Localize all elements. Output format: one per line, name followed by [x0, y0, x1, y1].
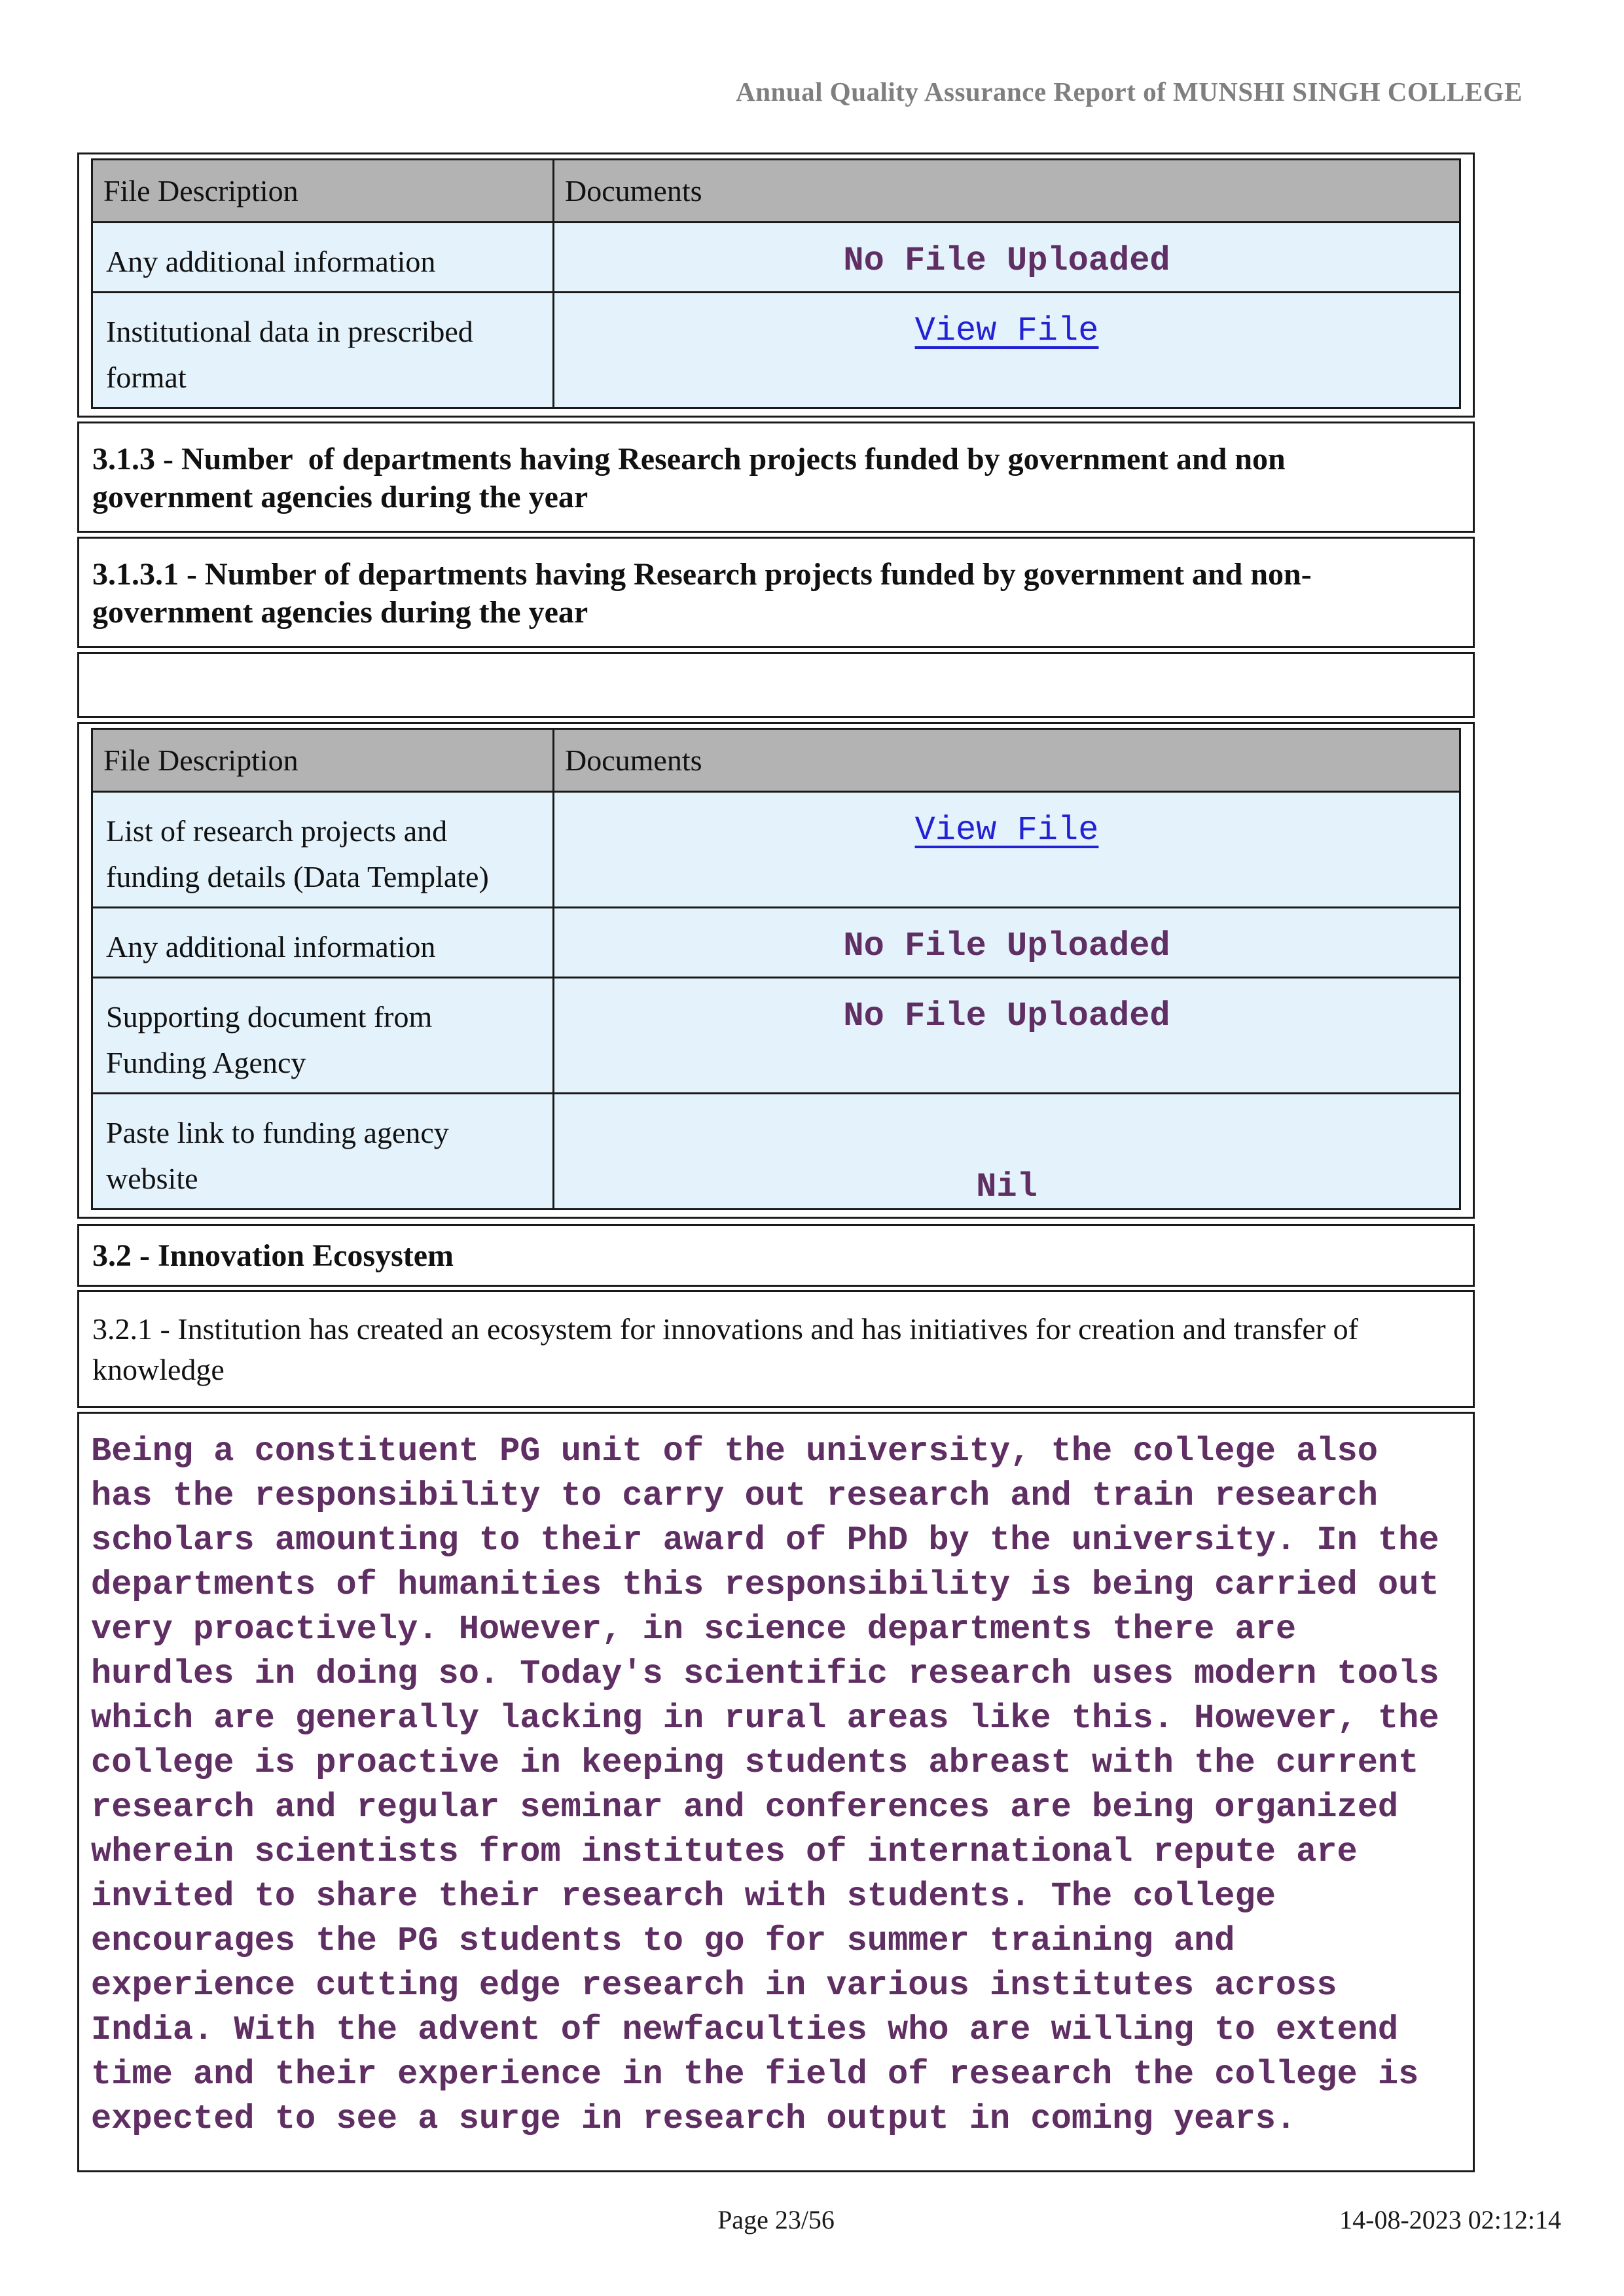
section-3-2-1 — [77, 1290, 1475, 1408]
file-description-cell: Any additional information — [92, 908, 554, 978]
document-cell — [554, 293, 1460, 408]
document-cell — [554, 908, 1460, 978]
section-3-1-3 — [77, 422, 1475, 533]
section-3-2 — [77, 1224, 1475, 1287]
nil-text: Nil — [976, 1168, 1038, 1206]
report-paragraph-line: time and their experience in the field of research the college is — [91, 2055, 1419, 2094]
file-description-cell: Any additional information — [92, 223, 554, 293]
no-file-uploaded-text: No File Uploaded — [843, 927, 1170, 965]
file-description-cell: Paste link to funding agency website — [92, 1094, 554, 1210]
section-heading: 3.2.1 - Institution has created an ecosystem for innovations and has initiatives for creation and transfer of knowledge — [92, 1312, 1366, 1386]
report-paragraph-line: Being a constituent PG unit of the university, the college also — [91, 1432, 1378, 1471]
table-row — [92, 908, 1460, 978]
empty-answer-block — [77, 652, 1475, 718]
report-paragraph-line: scholars amounting to their award of PhD by the university. In the — [91, 1521, 1439, 1560]
report-paragraph-line: encourages the PG students to go for summer training and — [91, 1922, 1235, 1960]
column-header-documents: Documents — [554, 160, 1460, 223]
report-paragraph-block — [77, 1412, 1475, 2172]
no-file-uploaded-text: No File Uploaded — [843, 242, 1170, 280]
report-paragraph-line: expected to see a surge in research output in coming years. — [91, 2100, 1297, 2138]
report-paragraph-line: very proactively. However, in science departments there are — [91, 1610, 1297, 1649]
report-paragraph-line: hurdles in doing so. Today's scientific research uses modern tools — [91, 1655, 1439, 1693]
table-row — [92, 223, 1460, 293]
table-row — [92, 792, 1460, 908]
report-paragraph-line: India. With the advent of newfaculties who are willing to extend — [91, 2011, 1399, 2049]
no-file-uploaded-text: No File Uploaded — [843, 997, 1170, 1035]
document-cell — [554, 978, 1460, 1094]
file-description-table-1 — [91, 158, 1461, 409]
table-row — [92, 978, 1460, 1094]
document-cell — [554, 792, 1460, 908]
table1-block — [77, 152, 1475, 418]
report-paragraph-line: experience cutting edge research in various institutes across — [91, 1966, 1337, 2005]
table2-block — [77, 722, 1475, 1219]
report-paragraph-line: research and regular seminar and conferences are being organized — [91, 1788, 1399, 1827]
footer-page-number: Page 23/56 — [717, 2205, 835, 2234]
view-file-link[interactable]: View File — [914, 811, 1099, 850]
view-file-link[interactable]: View File — [914, 312, 1099, 350]
report-paragraph-line: has the responsibility to carry out research and train research — [91, 1477, 1378, 1515]
section-heading: 3.1.3 - Number of departments having Research projects funded by government and non government agencies during the year — [92, 442, 1293, 514]
section-heading: 3.1.3.1 - Number of departments having Research projects funded by government and non-government agencies during the year — [92, 557, 1312, 630]
document-cell — [554, 223, 1460, 293]
footer-timestamp: 14-08-2023 02:12:14 — [1339, 2205, 1561, 2234]
section-3-1-3-1 — [77, 537, 1475, 648]
column-header-file-description: File Description — [92, 160, 554, 223]
report-paragraph-line: invited to share their research with students. The college — [91, 1877, 1276, 1916]
column-header-file-description: File Description — [92, 729, 554, 792]
file-description-cell: Institutional data in prescribed format — [92, 293, 554, 408]
file-description-cell: Supporting document from Funding Agency — [92, 978, 554, 1094]
report-paragraph-line: departments of humanities this responsibility is being carried out — [91, 1566, 1439, 1604]
table-header-row — [92, 160, 1460, 223]
section-heading: 3.2 - Innovation Ecosystem — [92, 1238, 454, 1273]
report-paragraph-line: which are generally lacking in rural areas like this. However, the — [91, 1699, 1439, 1738]
table-row — [92, 1094, 1460, 1210]
table-header-row — [92, 729, 1460, 792]
file-description-table-2 — [91, 728, 1461, 1210]
document-cell — [554, 1094, 1460, 1210]
report-paragraph-line: college is proactive in keeping students abreast with the current — [91, 1744, 1419, 1782]
report-content — [77, 152, 1475, 2176]
file-description-cell: List of research projects and funding details (Data Template) — [92, 792, 554, 908]
report-header-title: Annual Quality Assurance Report of MUNSHI SINGH COLLEGE — [736, 77, 1523, 107]
report-paragraph-line: wherein scientists from institutes of international repute are — [91, 1833, 1358, 1871]
column-header-documents: Documents — [554, 729, 1460, 792]
table-row — [92, 293, 1460, 408]
